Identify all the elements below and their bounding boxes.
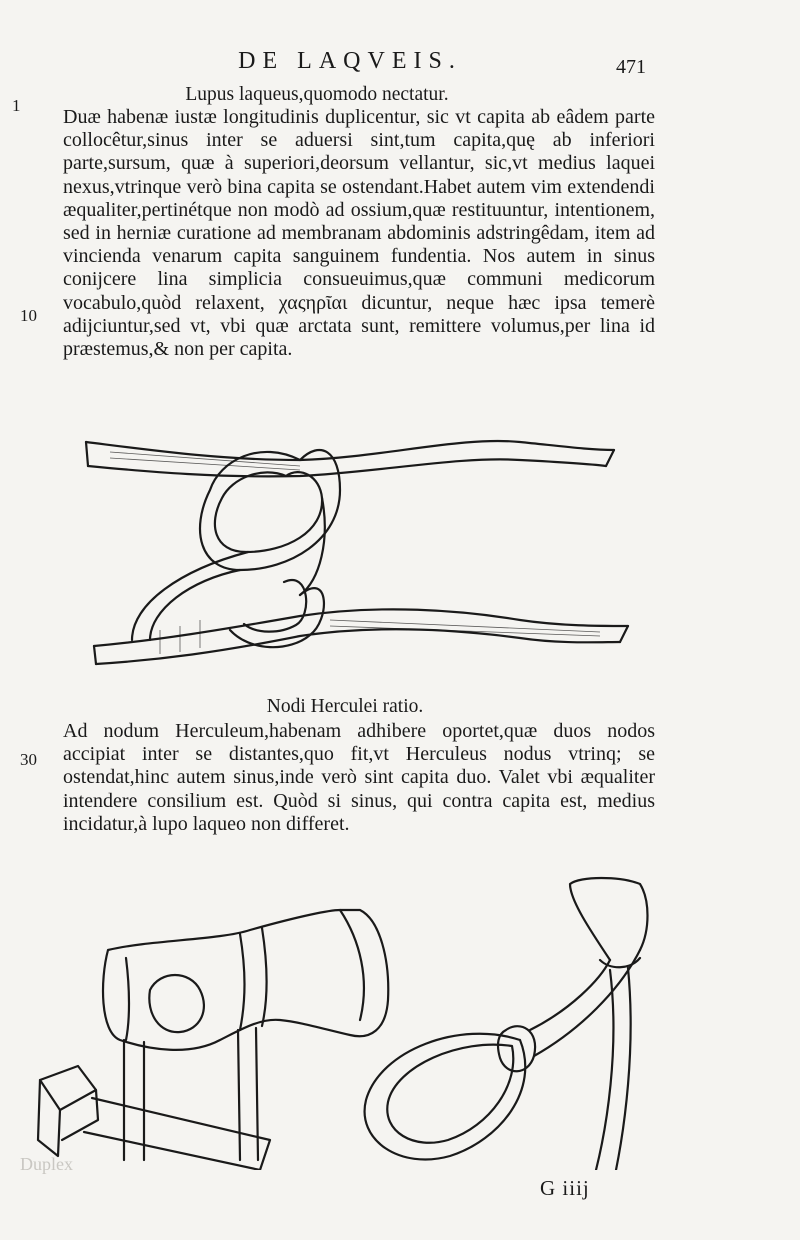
running-head: DE LAQVEIS. — [238, 48, 462, 74]
section-heading-hercules: Nodi Herculei ratio. — [266, 696, 424, 717]
knot-loop-lower — [230, 588, 324, 647]
margin-line-number: 30 — [20, 750, 37, 769]
knot-illustrations-hercules — [0, 870, 800, 1170]
paragraph: Ad nodum Herculeum,habenam adhibere oportet,quæ duos nodos accipiat inter se distantes,quo fit,vt Herculeus nodus vtrinq; se ostendat,hinc autem sinus,inde verò sint capita duo. Valet vbi æqualiter intendere consilium est. Quòd si sinus, qui contra capita est, medius incidatur,à lupo laqueo non differet. — [63, 720, 655, 835]
body-text-hercules — [63, 720, 655, 836]
section-heading-lupus: Lupus laqueus,quomodo nectatur. — [185, 84, 449, 105]
show-through-text: Duplex — [20, 1154, 73, 1174]
margin-line-number: 10 — [20, 306, 37, 325]
strap-upper — [86, 441, 614, 460]
limb-illustration — [103, 910, 388, 1050]
body-text-lupus — [63, 106, 655, 361]
knot-illustration-lupus — [0, 420, 800, 680]
signature-mark: G iiij — [540, 1176, 590, 1200]
paragraph: Duæ habenæ iustæ longitudinis duplicentur, sic vt capita ab eâdem parte collocêtur,sinus inter se aduersi sint,tum capita,quę ab inferiori parte,sursum, quæ à superiori,deorsum vellantur, sic,vt medius laquei nexus,vtrinque verò bina capita se ostendant.Habet autem vim extendendi æqualiter,pertinétque non modò ad ossium,quæ restituuntur, intentionem, sed in herniæ curatione ad membranam abdominis adstringêdam, item ad vincienda venarum capita sanguinem fundentia. Nos autem in sinus conijcere lina simplicia consueuimus,quæ communi medicorum vocabulo,quòd relaxent, χαςηρῖαι dicuntur, neque hæc ipsa temerè adijciuntur,sed vt, vbi quæ arctata sunt, remittere volumus,per lina id præstemus,& non per capita. — [63, 106, 655, 361]
margin-line-number: 1 — [12, 96, 21, 115]
page-number: 471 — [616, 56, 646, 78]
hammer-illustration — [40, 1066, 96, 1110]
